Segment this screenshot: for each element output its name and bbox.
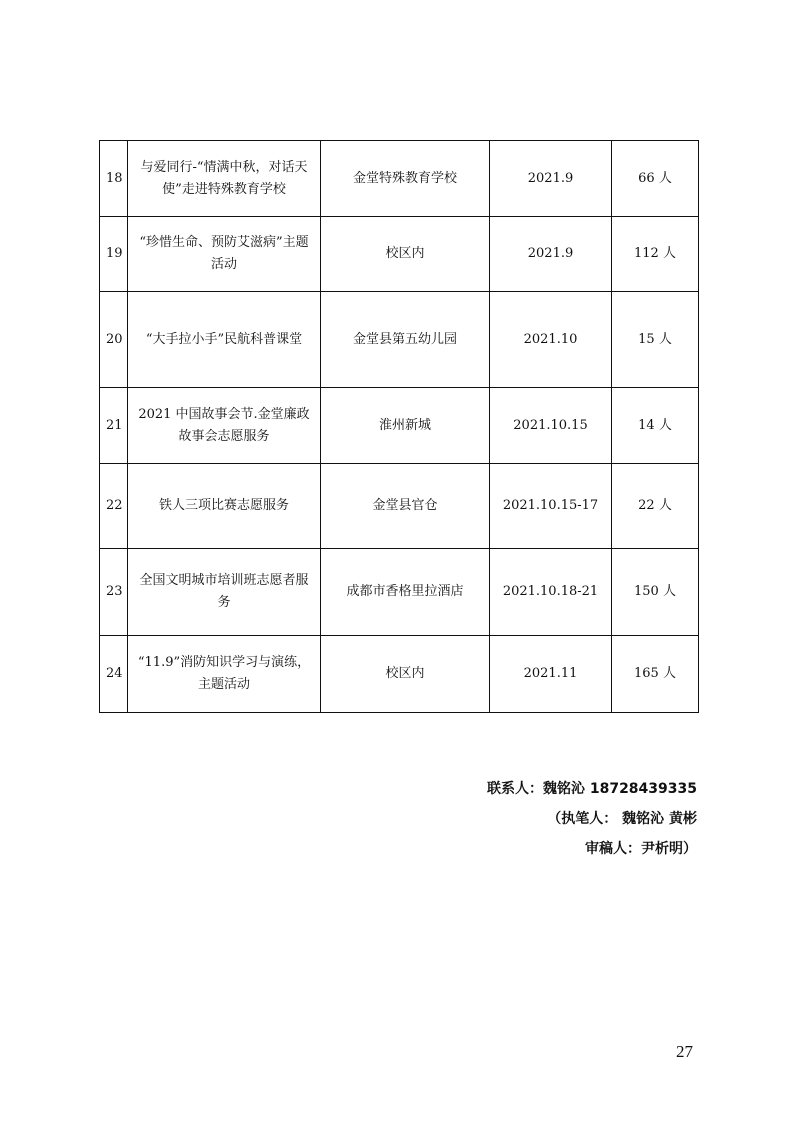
participant-count: 112 人	[612, 217, 699, 292]
table-row	[100, 388, 699, 464]
contact-person: 联系人：魏铭沁 18728439335	[486, 781, 697, 797]
row-number: 22	[100, 464, 128, 549]
activity-name: “珍惜生命、预防艾滋病”主题活动	[128, 217, 321, 292]
row-number: 24	[100, 636, 128, 713]
activity-location: 金堂县第五幼儿园	[321, 292, 490, 388]
row-number: 20	[100, 292, 128, 388]
activity-date: 2021.10	[490, 292, 612, 388]
activity-date: 2021.10.15	[490, 388, 612, 464]
activity-table	[99, 140, 699, 713]
activity-name: 铁人三项比赛志愿服务	[128, 464, 321, 549]
table-row	[100, 549, 699, 636]
participant-count: 14 人	[612, 388, 699, 464]
activity-name: “11.9”消防知识学习与演练，主题活动	[128, 636, 321, 713]
page-number: 27	[676, 1042, 693, 1061]
row-number: 23	[100, 549, 128, 636]
table-row	[100, 141, 699, 217]
table-row	[100, 292, 699, 388]
activity-name: 2021 中国故事会节.金堂廉政故事会志愿服务	[128, 388, 321, 464]
table-row	[100, 636, 699, 713]
activity-location: 校区内	[321, 636, 490, 713]
table-row	[100, 217, 699, 292]
activity-name: “大手拉小手”民航科普课堂	[128, 292, 321, 388]
row-number: 19	[100, 217, 128, 292]
activity-date: 2021.11	[490, 636, 612, 713]
row-number: 21	[100, 388, 128, 464]
activity-date: 2021.10.15-17	[490, 464, 612, 549]
table-row	[100, 464, 699, 549]
reviewer: 审稿人：尹析明）	[585, 841, 697, 857]
activity-date: 2021.10.18-21	[490, 549, 612, 636]
activity-location: 金堂县官仓	[321, 464, 490, 549]
activity-location: 淮州新城	[321, 388, 490, 464]
activity-name: 全国文明城市培训班志愿者服务	[128, 549, 321, 636]
row-number: 18	[100, 141, 128, 217]
activity-location: 成都市香格里拉酒店	[321, 549, 490, 636]
participant-count: 165 人	[612, 636, 699, 713]
activity-name: 与爱同行-“情满中秋，对话天使”走进特殊教育学校	[128, 141, 321, 217]
activity-date: 2021.9	[490, 217, 612, 292]
participant-count: 15 人	[612, 292, 699, 388]
participant-count: 150 人	[612, 549, 699, 636]
contact-block	[487, 774, 697, 864]
activity-location: 校区内	[321, 217, 490, 292]
writers: （执笔人： 魏铭沁 黄彬	[547, 811, 697, 827]
activity-date: 2021.9	[490, 141, 612, 217]
activity-location: 金堂特殊教育学校	[321, 141, 490, 217]
participant-count: 66 人	[612, 141, 699, 217]
participant-count: 22 人	[612, 464, 699, 549]
